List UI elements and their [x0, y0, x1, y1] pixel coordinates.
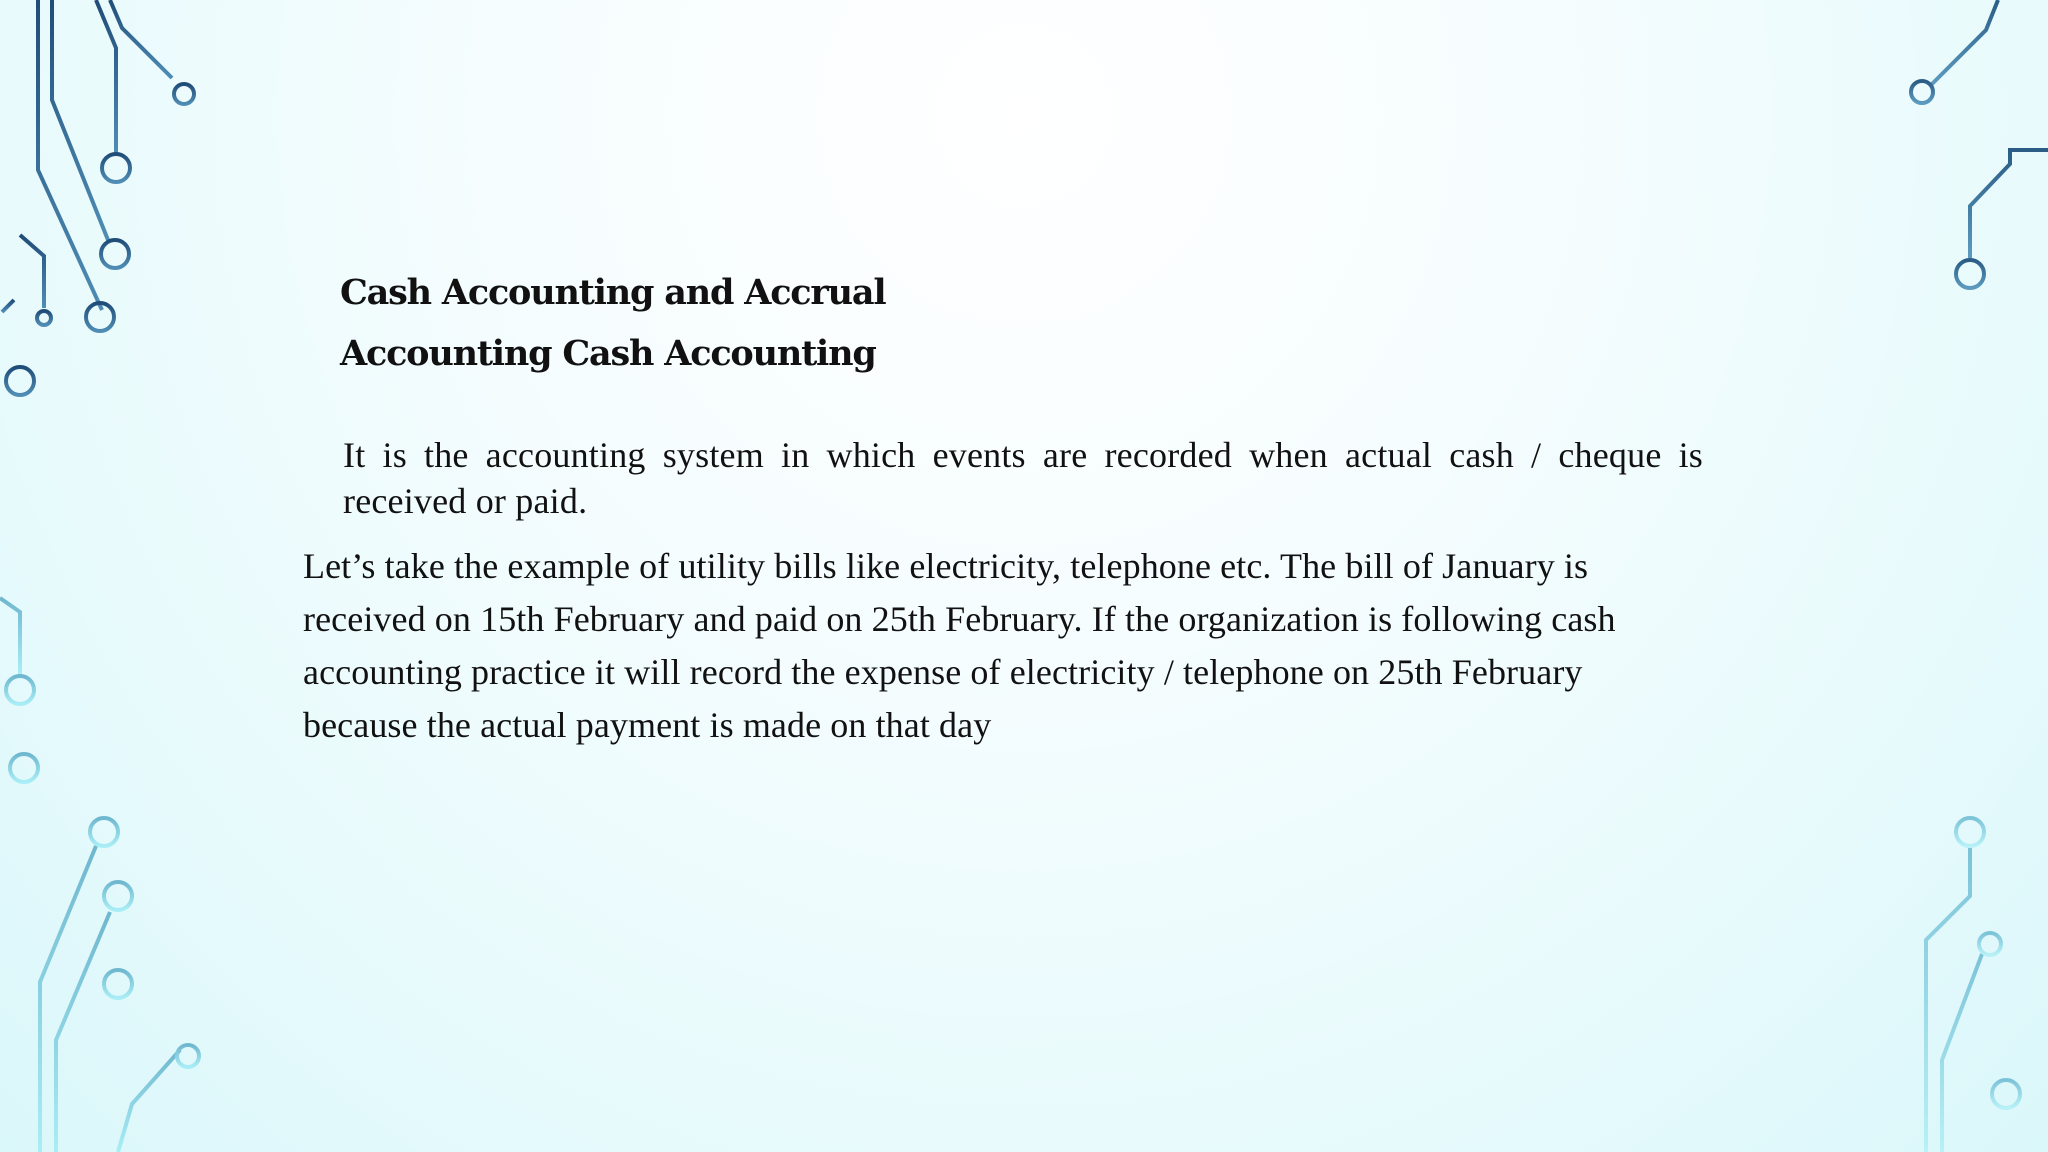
example-paragraph: Let’s take the example of utility bills like electricity, telephone etc. The bill of January is received on 15th February and paid on 25th February. If the organization is following cash accounting practice it will record the expense of electricity / telephone on 25th February because the actual payment is made on that day — [303, 546, 1616, 745]
circuit-bottom-right — [1926, 818, 2020, 1152]
definition-paragraph: It is the accounting system in which events are recorded when actual cash / cheque is received or paid. — [343, 435, 1703, 521]
circuit-bottom-left — [0, 598, 199, 1152]
slide-title: Cash Accounting and Accrual Accounting Cash Accounting — [340, 272, 886, 374]
circuit-top-right — [1911, 0, 2048, 288]
circuit-top-left — [2, 0, 194, 395]
